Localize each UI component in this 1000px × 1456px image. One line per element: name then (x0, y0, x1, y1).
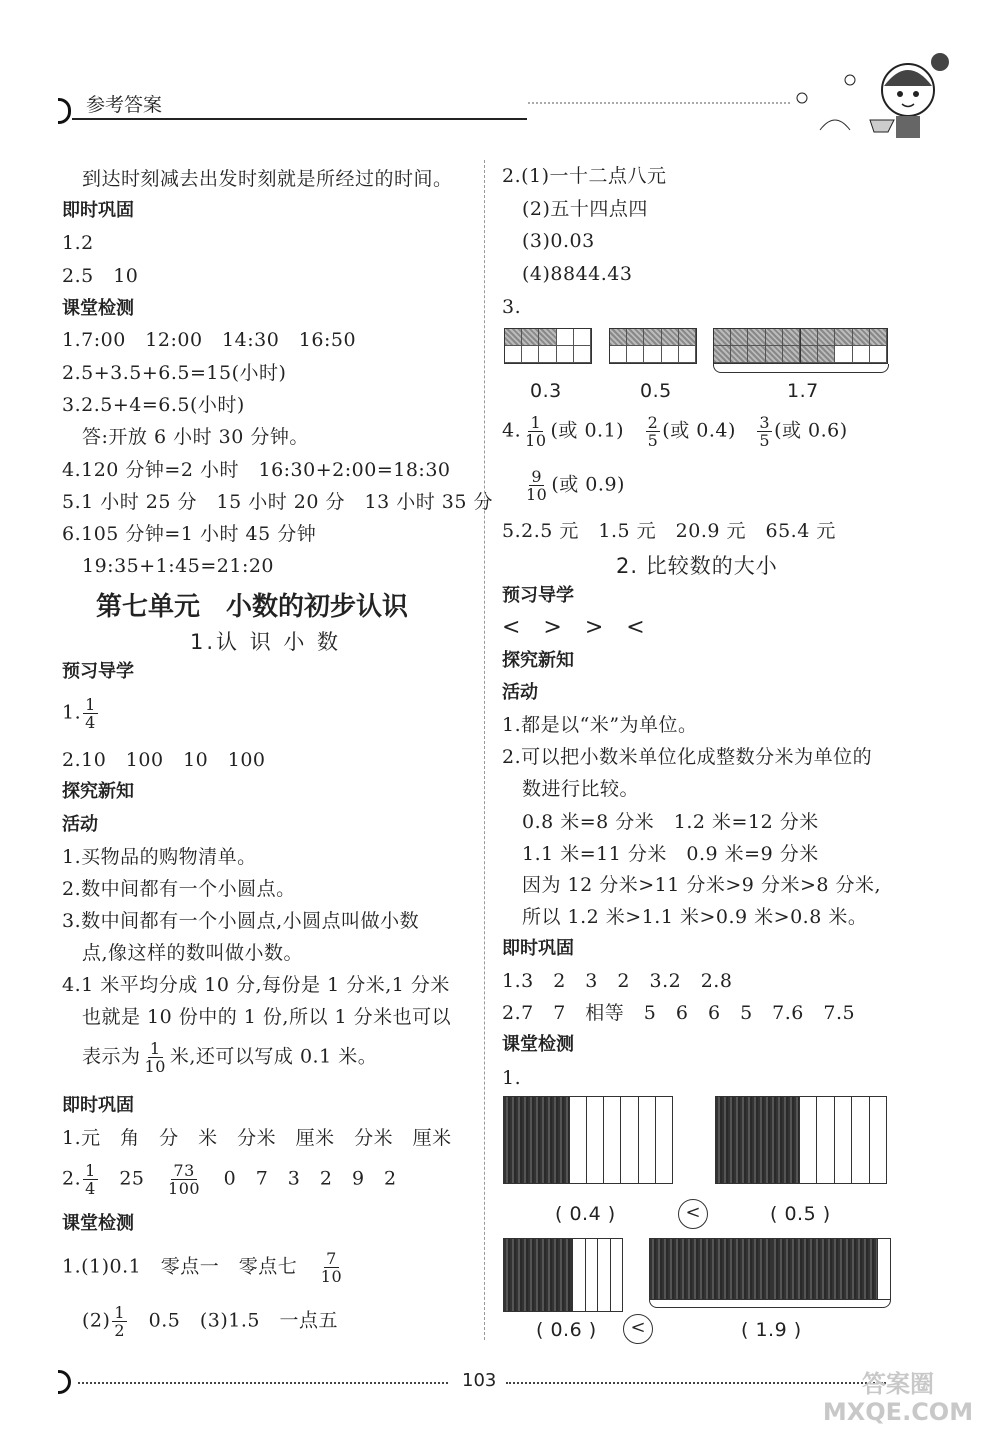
fraction: $\frac{3}{5}$ (759, 413, 771, 450)
grid-figure-3a (713, 328, 801, 364)
right-line-11: 2.可以把小数米单位化成整数分米为单位的 (502, 746, 873, 768)
left-line-10: 6.105 分钟=1 小时 45 分钟 (62, 523, 317, 545)
right-line-8: 5.2.5 元 1.5 元 20.9 元 65.4 元 (502, 520, 836, 542)
heading-jishi-2: 即时巩固 (62, 1095, 134, 1116)
fraction: $\frac{9}{10}$ (526, 467, 548, 504)
strip-figure-1 (503, 1096, 673, 1184)
fraction: $\frac{2}{5}$ (647, 413, 659, 450)
right-line-10: 1.都是以“米”为单位。 (502, 714, 698, 736)
left-line-11: 19:35+1:45=21:20 (82, 555, 275, 577)
heading-tanjiu-2: 探究新知 (502, 650, 574, 671)
fraction: $\frac{1}{4}$ (85, 1161, 96, 1198)
left-line-17: 点,像这样的数叫做小数。 (82, 942, 304, 964)
fraction: $\frac{1}{10}$ (144, 1039, 166, 1076)
page-number: 103 (462, 1370, 497, 1391)
left-line-2: 1.2 (62, 232, 94, 254)
heading-tanjiu-1: 探究新知 (62, 781, 134, 802)
brace (713, 364, 889, 373)
heading-huodong-2: 活动 (502, 682, 538, 703)
strip-label-2: ( 0.5 ) (770, 1203, 831, 1225)
heading-jishi-1: 即时巩固 (62, 200, 134, 221)
heading-ketang-3: 课堂检测 (502, 1034, 574, 1055)
header-rule (72, 118, 527, 120)
right-line-6: 4. $\frac{1}{10}$ (或 0.1) $\frac{2}{5}$ (或 0.4) $\frac{3}{5}$ (或 0.6) (502, 413, 848, 450)
grid-label-3: 1.7 (787, 380, 819, 402)
left-line-6: 3.2.5+4=6.5(小时) (62, 394, 245, 416)
left-line-15: 2.数中间都有一个小圆点。 (62, 878, 296, 900)
heading-ketang-2: 课堂检测 (62, 1213, 134, 1234)
right-line-9: < > > < (502, 615, 646, 640)
left-line-21: 1.元 角 分 米 分米 厘米 分米 厘米 (62, 1127, 452, 1149)
watermark: 答案圈 MXQE.COM (822, 1370, 974, 1426)
right-line-1: 2.(1)一十二点八元 (502, 165, 667, 187)
grid-label-2: 0.5 (640, 380, 672, 402)
right-line-16: 所以 1.2 米>1.1 米>0.9 米>0.8 米。 (522, 906, 868, 928)
left-line-3: 2.5 10 (62, 265, 139, 287)
strip-label-3: ( 0.6 ) (536, 1319, 597, 1341)
strip-label-1: ( 0.4 ) (555, 1203, 616, 1225)
left-line-9: 5.1 小时 25 分 15 小时 20 分 13 小时 35 分 (62, 491, 493, 513)
header-title: 参考答案 (86, 94, 163, 116)
right-line-7: $\frac{9}{10}$ (或 0.9) (526, 467, 625, 504)
brace (649, 1299, 891, 1308)
left-line-5: 2.5+3.5+6.5=15(小时) (62, 362, 287, 384)
heading-huodong-1: 活动 (62, 814, 98, 835)
compare-symbol-1: < (678, 1199, 708, 1229)
strip-label-4: ( 1.9 ) (741, 1319, 802, 1341)
cartoon-girl-icon (790, 50, 955, 145)
left-line-1: 到达时刻减去出发时刻就是所经过的时间。 (82, 168, 453, 190)
footer-marker-icon (58, 1370, 71, 1394)
right-line-2: (2)五十四点四 (522, 198, 648, 220)
compare-symbol-2: < (623, 1314, 653, 1344)
strip-figure-4b (771, 1238, 891, 1300)
heading-ketang-1: 课堂检测 (62, 298, 134, 319)
grid-label-1: 0.3 (530, 380, 562, 402)
header-rule-dotted (528, 102, 790, 104)
section-title-2: 2. 比较数的大小 (616, 554, 778, 578)
header-marker-icon (58, 98, 71, 124)
left-line-14: 1.买物品的购物清单。 (62, 846, 257, 868)
right-line-5: 3. (502, 296, 522, 318)
section-title-1: 1.认 识 小 数 (190, 630, 342, 654)
left-line-8: 4.120 分钟=2 小时 16:30+2:00=18:30 (62, 459, 451, 481)
fraction: $\frac{73}{100}$ (168, 1161, 201, 1198)
left-line-24: (2) $\frac{1}{2}$ 0.5 (3)1.5 一点五 (82, 1303, 338, 1340)
fraction: $\frac{1}{4}$ (85, 695, 96, 732)
right-line-18: 2.7 7 相等 5 6 6 5 7.6 7.5 (502, 1002, 856, 1024)
left-line-19: 也就是 10 份中的 1 份,所以 1 分米也可以 (82, 1006, 452, 1028)
left-line-12: 1. $\frac{1}{4}$ (62, 695, 96, 732)
footer-rule-left (78, 1382, 448, 1384)
left-line-23: 1.(1)0.1 零点一 零点七 $\frac{7}{10}$ (62, 1249, 343, 1286)
strip-figure-3 (503, 1238, 623, 1312)
unit-title: 第七单元 小数的初步认识 (96, 592, 409, 622)
fraction: $\frac{7}{10}$ (320, 1249, 343, 1286)
fraction: $\frac{1}{10}$ (525, 413, 547, 450)
right-line-3: (3)0.03 (522, 230, 595, 252)
heading-jishi-3: 即时巩固 (502, 938, 574, 959)
grid-figure-1 (504, 328, 592, 364)
left-line-4: 1.7:00 12:00 14:30 16:50 (62, 329, 357, 351)
heading-yuxi-2: 预习导学 (502, 585, 574, 606)
heading-yuxi-1: 预习导学 (62, 661, 134, 682)
header-bar (58, 88, 793, 122)
left-line-13: 2.10 100 10 100 (62, 749, 266, 771)
left-line-7: 答:开放 6 小时 30 分钟。 (82, 426, 309, 448)
left-line-18: 4.1 米平均分成 10 分,每份是 1 分米,1 分米 (62, 974, 450, 996)
right-line-15: 因为 12 分米>11 分米>9 分米>8 分米, (522, 874, 882, 896)
right-line-13: 0.8 米=8 分米 1.2 米=12 分米 (522, 811, 819, 833)
strip-figure-2 (715, 1096, 887, 1184)
right-line-19: 1. (502, 1067, 522, 1089)
grid-figure-2 (609, 328, 697, 364)
strip-figure-4a (649, 1238, 771, 1300)
grid-figure-3b (800, 328, 888, 364)
column-divider (484, 160, 485, 1340)
left-line-22: 2. $\frac{1}{4}$ 25 $\frac{73}{100}$ 0 7 3 2 9 2 (62, 1161, 397, 1198)
fraction: $\frac{1}{2}$ (114, 1303, 126, 1340)
right-line-4: (4)8844.43 (522, 263, 633, 285)
right-line-17: 1.3 2 3 2 3.2 2.8 (502, 970, 733, 992)
right-line-14: 1.1 米=11 分米 0.9 米=9 分米 (522, 843, 819, 865)
left-line-16: 3.数中间都有一个小圆点,小圆点叫做小数 (62, 910, 420, 932)
left-line-20: 表示为 $\frac{1}{10}$ 米,还可以写成 0.1 米。 (82, 1039, 378, 1076)
right-line-12: 数进行比较。 (522, 778, 640, 800)
